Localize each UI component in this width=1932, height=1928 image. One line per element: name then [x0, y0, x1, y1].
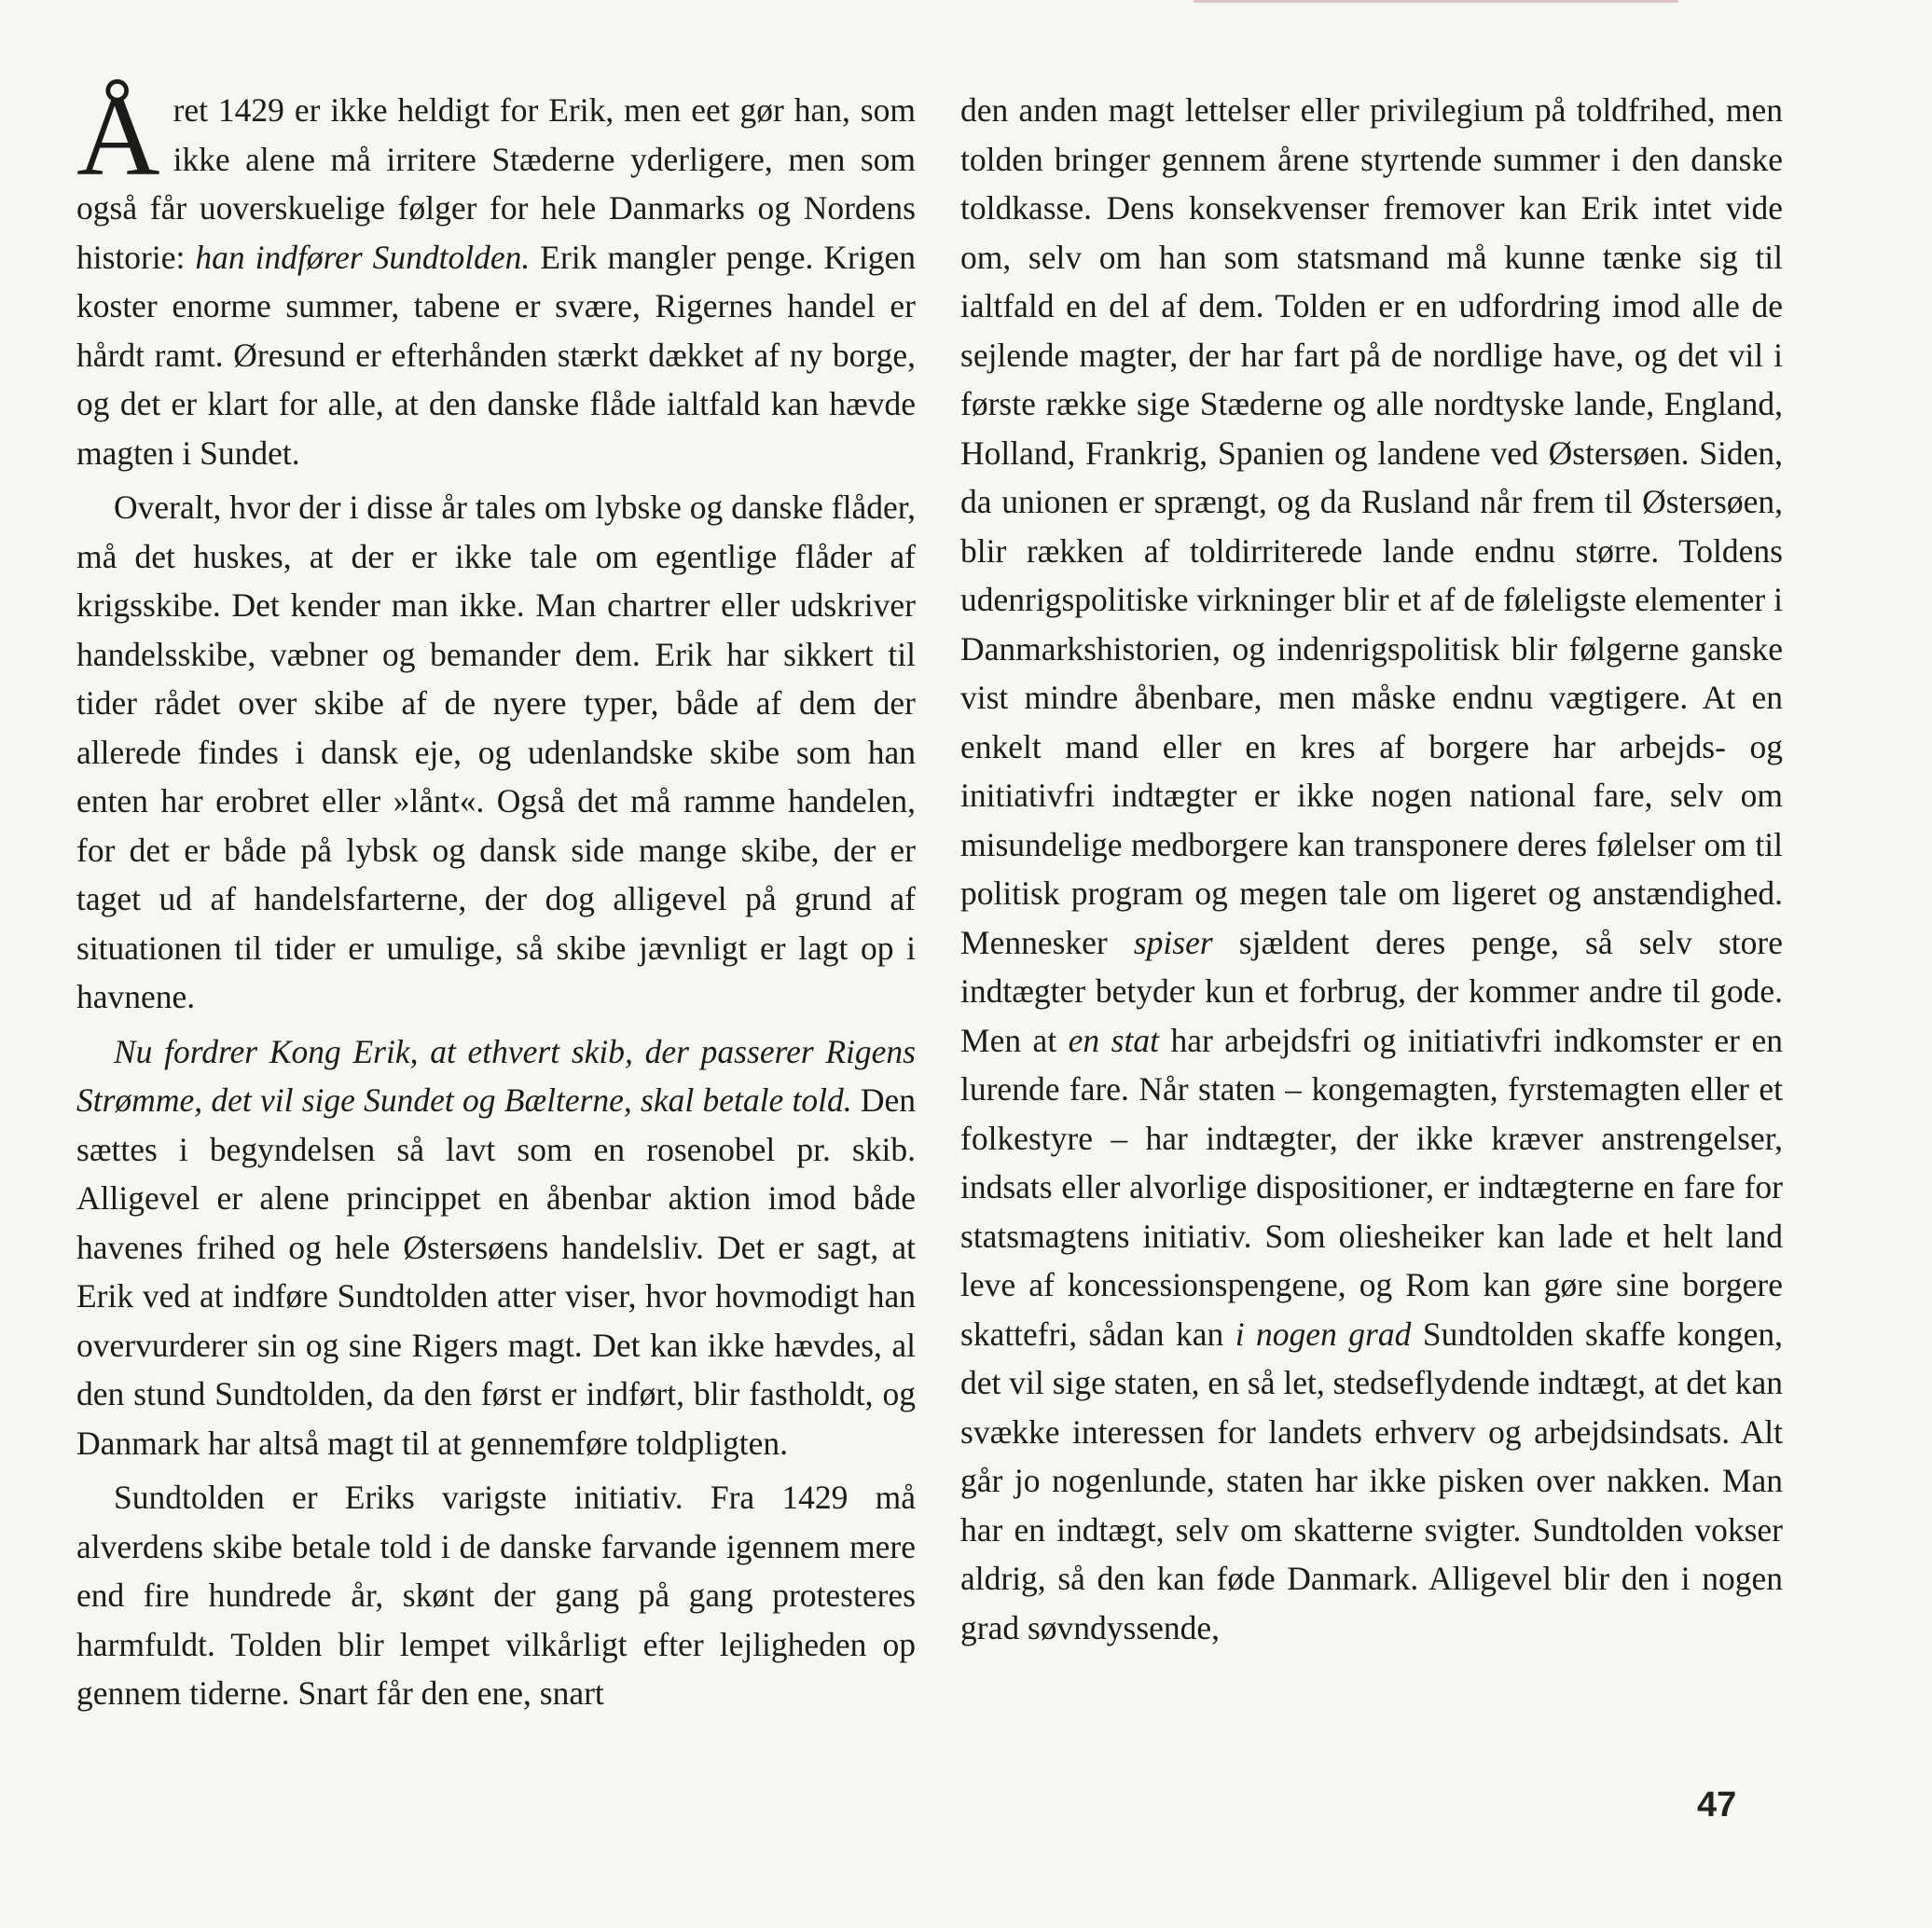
- paragraph-4: Sundtolden er Eriks varigste initiativ. Fra 1429 må alverdens skibe betale told i de danske farvande igennem mere end fire hundrede år, skønt der gang på gang protesteres harmfuldt. Tolden blir lempet vilkårligt efter lejligheden op gennem tiderne. Snart får den ene, snart: [76, 1479, 916, 1712]
- continued-text-a: den anden magt lettelser eller privilegium på toldfrihed, men tolden bringer gennem årene styrtende summer i den danske toldkasse. Dens konsekvenser fremover kan Erik intet vide om, selv om han som statsmand må kunne tænke sig til ialtfald en del af dem. Tolden er en udfordring imod alle de sejlende magter, der har fart på de nordlige have, og det vil i første række sige Stæderne og alle nordtyske lande, England, Holland, Frankrig, Spanien og landene ved Østersøen. Siden, da unionen er sprængt, og da Rusland når frem til Østersøen, blir rækken af toldirriterede lande endnu større. Toldens udenrigspolitiske virkninger blir et af de føleligste elementer i Danmarkshistorien, og indenrigspolitisk blir følgerne ganske vist mindre åbenbare, men måske endnu vægtigere. At en enkelt mand eller en kres af borgere har arbejds- og initiativfri indtægter er ikke nogen national fare, selv om misundelige medborgere kan transponere deres følelser om til politisk program og megen tale om ligeret og anstændighed. Mennesker: [960, 91, 1783, 961]
- paragraph-3-emphasis: Nu fordrer Kong Erik, at ethvert skib, der passerer Rigens Strømme, det vil sige Sundet og Bælterne, skal betale told.: [76, 1032, 916, 1119]
- paragraph-1-text-a: ret 1429 er ikke heldigt for Erik, men eet gør han, som ikke alene må irritere Stæderne yderligere, men som også får uoverskuelige følger for hele Danmarks og Nordens historie:: [76, 91, 916, 276]
- paragraph-3: [76, 1027, 916, 1468]
- emphasis-spiser: spiser: [1133, 923, 1213, 961]
- emphasis-i-nogen-grad: i nogen grad: [1235, 1315, 1412, 1353]
- drop-cap: Å: [76, 72, 160, 200]
- left-column: [76, 72, 916, 1724]
- paragraph-3-text: Den sættes i begyndelsen så lavt som en rosenobel pr. skib. Alligevel er alene princippet en åbenbar aktion imod både havenes frihed og hele Østersøens handelsliv. Det er sagt, at Erik ved at indføre Sundtolden atter viser, hvor hovmodigt han overvurderer sin og sine Rigers magt. Det kan ikke hævdes, al den stund Sundtolden, da den først er indført, blir fastholdt, og Danmark har altså magt til at gennemføre toldpligten.: [76, 1081, 916, 1462]
- page-number: 47: [1697, 1785, 1737, 1825]
- continued-text-c: har arbejdsfri og initiativfri indkomster er en lurende fare. Når staten – kongemagten, fyrstemagten eller et folkestyre – har indtægter, der ikke kræver anstrengelser, indsats eller alvorlige dispositioner, er indtægterne en fare for statsmagtens initiativ. Som oliesheiker kan lade et helt land leve af koncessionspengene, og Rom kan gøre sine borgere skattefri, sådan kan: [960, 1021, 1783, 1353]
- top-edge-rule: [1194, 0, 1678, 3]
- continued-text-b: sjældent deres penge, så selv store indtægter betyder kun et forbrug, der kommer andre til gode. Men at: [960, 923, 1783, 1059]
- right-column: [960, 86, 1783, 1658]
- paragraph-continued: [960, 86, 1783, 1652]
- emphasis-en-stat: en stat: [1068, 1021, 1159, 1059]
- paragraph-2: Overalt, hvor der i disse år tales om lybske og danske flåder, må det huskes, at der er ikke tale om egentlige flåder af krigsskibe. Det kender man ikke. Man chartrer eller udskriver handelsskibe, væbner og bemander dem. Erik har sikkert til tider rådet over skibe af de nyere typer, både af dem der allerede findes i dansk eje, og udenlandske skibe som han enten har erobret eller »lånt«. Også det må ramme handelen, for det er både på lybsk og dansk side mange skibe, der er taget ud af handelsfarterne, der dog alligevel på grund af situationen til tider er umulige, så skibe jævnligt er lagt op i havnene.: [76, 489, 916, 1015]
- paragraph-1-text-b: Erik mangler penge. Krigen koster enorme summer, tabene er svære, Rigernes handel er hårdt ramt. Øresund er efterhånden stærkt dækket af ny borge, og det er klart for alle, at den danske flåde ialtfald kan hævde magten i Sundet.: [76, 238, 916, 472]
- paragraph-1: [76, 72, 916, 477]
- continued-text-d: Sundtolden skaffe kongen, det vil sige staten, en så let, stedseflydende indtægt, at det kan svække interessen for landets erhverv og arbejdsindsats. Alt går jo nogenlunde, staten har ikke pisken over nakken. Man har en indtægt, selv om skatterne svigter. Sundtolden vokser aldrig, så den kan føde Danmark. Alligevel blir den i nogen grad søvndyssende,: [960, 1315, 1783, 1646]
- paragraph-1-emphasis: han indfører Sundtolden.: [195, 238, 531, 276]
